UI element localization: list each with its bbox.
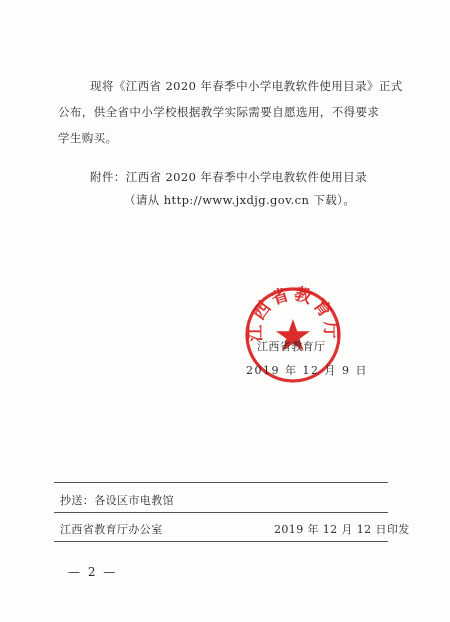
attachment-line-2: （请从 http://www.jxdjg.gov.cn 下载）。: [124, 193, 356, 207]
body-paragraph-line-1: 现将《江西省 2020 年春季中小学电教软件使用目录》正式: [90, 79, 403, 93]
seal-text: 江西省教育厅: [245, 285, 341, 342]
attachment-line-1: 附件：江西省 2020 年春季中小学电教软件使用目录: [90, 170, 367, 184]
footer-divider-middle: [54, 512, 388, 513]
issuer-name: 江西省教育厅: [257, 340, 326, 353]
issue-date: 2019 年 12 月 9 日: [246, 364, 368, 377]
body-paragraph-line-3: 学生购买。: [58, 131, 118, 145]
footer-divider-top: [54, 482, 388, 483]
body-paragraph-line-2: 公布，供全省中小学校根据教学实际需要自愿选用，不得要求: [58, 105, 380, 119]
printed-date: 2019 年 12 月 12 日印发: [274, 523, 410, 536]
cc-line: 抄送：各设区市电教馆: [60, 494, 174, 507]
footer-divider-bottom: [54, 541, 388, 542]
page-number: — 2 —: [68, 565, 118, 579]
issuing-office: 江西省教育厅办公室: [60, 523, 163, 536]
